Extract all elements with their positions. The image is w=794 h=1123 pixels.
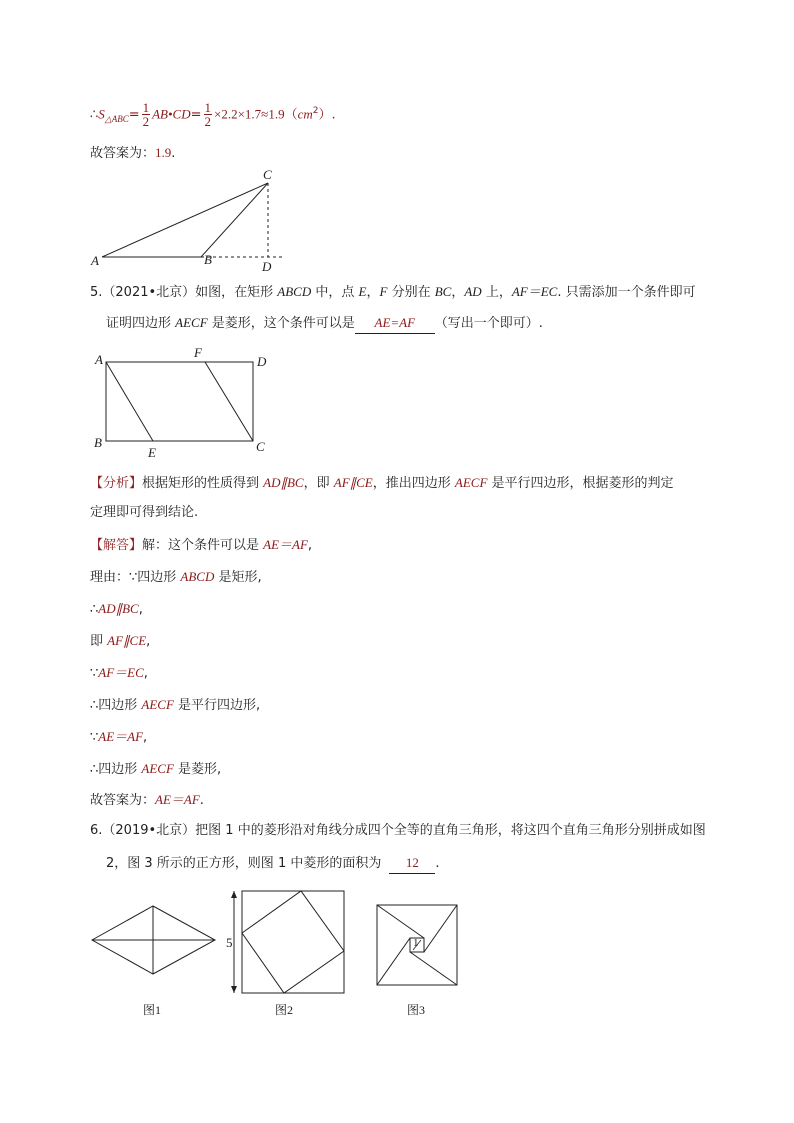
- step-6: ∵AE＝AF,: [90, 729, 148, 745]
- q6-line1: 6.（2019•北京）把图 1 中的菱形沿对角线分成四个全等的直角三角形，将这四个直角三角形分别拼成如图: [90, 823, 706, 838]
- step-7: ∴四边形 AECF 是菱形,: [90, 761, 222, 777]
- step-5: ∴四边形 AECF 是平行四边形,: [90, 697, 261, 713]
- step-1: 理由：∵四边形 ABCD 是矩形,: [90, 569, 262, 585]
- label-d: D: [262, 259, 272, 274]
- solution-tag: 【解答】: [90, 538, 143, 553]
- label-e: E: [148, 445, 156, 460]
- q5-line2: 证明四边形 AECF 是菱形，这个条件可以是 AE=AF （写出一个即可）.: [106, 313, 543, 334]
- label-b: B: [204, 252, 212, 267]
- square-figure-3: [377, 905, 457, 985]
- analysis-tag: 【分析】: [90, 476, 143, 491]
- q5-final-answer: 故答案为：AE＝AF.: [90, 792, 204, 808]
- fig2-side-label: 5: [226, 935, 233, 950]
- label-b: B: [94, 435, 102, 450]
- q6-line2: 2，图 3 所示的正方形，则图 1 中菱形的面积为 12 .: [106, 853, 439, 874]
- q5-analysis-line2: 定理即可得到结论.: [90, 505, 199, 520]
- q5-solution-line: 【解答】解：这个条件可以是 AE＝AF,: [90, 537, 313, 553]
- area-formula-line: $\therefore S_{\triangle ABC}=$ $\frac{1}{2}$ AB•CD= $\frac{1}{2}$ $\times 2.2\times 1.7\approx 1.9(cm^2)$.: [90, 100, 336, 130]
- caption-fig2: 图2: [275, 1003, 294, 1017]
- fraction-half: $\frac{1}{2}$: [142, 100, 150, 130]
- label-c: C: [263, 167, 272, 182]
- step-4: ∵AF＝EC,: [90, 665, 148, 681]
- caption-fig1: 图1: [143, 1003, 162, 1017]
- q5-analysis-line1: 【分析】根据矩形的性质得到 AD∥BC，即 AF∥CE，推出四边形 AECF 是平行四边形，根据菱形的判定: [90, 475, 674, 491]
- fraction-half-2: $\frac{1}{2}$: [204, 100, 212, 130]
- q5-line1: 5.（2021•北京）如图，在矩形 ABCD 中，点 E，F 分别在 BC，AD 上，AF＝EC. 只需添加一个条件即可: [90, 284, 696, 300]
- prev-answer: 故答案为：1.9.: [90, 145, 176, 161]
- label-c: C: [256, 439, 265, 454]
- caption-fig3: 图3: [407, 1003, 426, 1017]
- q5-answer-blank: AE=AF: [355, 313, 435, 334]
- label-d: D: [257, 354, 267, 369]
- step-2: ∴AD∥BC,: [90, 601, 143, 617]
- q6-answer-blank: 12: [389, 853, 435, 874]
- square-figure-2: [226, 891, 344, 993]
- label-a: A: [91, 253, 99, 268]
- label-f: F: [194, 345, 202, 360]
- rhombus-figure-1: [92, 906, 215, 974]
- fig3-side-label: 1: [413, 937, 419, 949]
- label-a: A: [95, 352, 103, 367]
- step-3: 即 AF∥CE,: [90, 633, 151, 649]
